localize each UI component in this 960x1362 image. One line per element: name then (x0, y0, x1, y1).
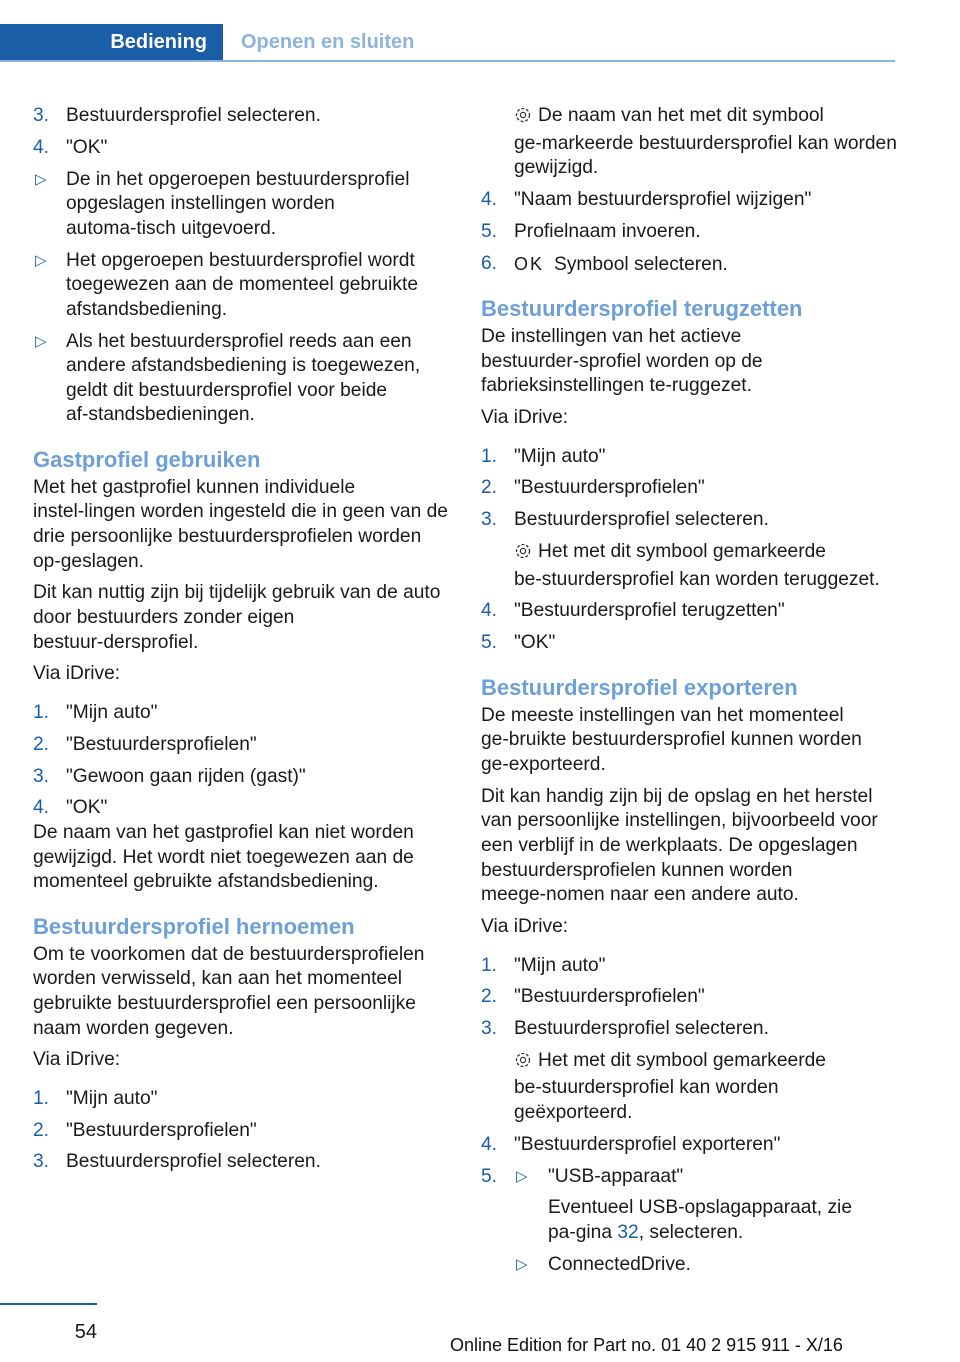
step-number: 3. (33, 1151, 50, 1173)
step-number: 2. (481, 477, 498, 499)
list-item (481, 954, 897, 979)
step-number: 4. (481, 1133, 498, 1155)
header-tabbar (0, 24, 895, 62)
right-column (481, 104, 897, 1285)
step-number: 3. (481, 509, 498, 531)
step-text: Bestuurdersprofiel selecteren. (514, 1018, 769, 1040)
step-text: "Naam bestuurdersprofiel wijzigen" (514, 188, 812, 210)
page-number: 54 (74, 1321, 97, 1343)
list-item (481, 631, 897, 656)
step-text: Bestuurdersprofiel selecteren. (514, 509, 769, 531)
tab-openen-en-sluiten: Openen en sluiten (241, 31, 415, 53)
paragraph: Dit kan handig zijn bij de opslag en het herstel van persoonlijke instellingen, bijvoorbeeld voor een verblijf in de werkplaats. De opgeslagen bestuurdersprofielen kunnen worden meege‑nomen naar een andere auto. (481, 785, 878, 906)
bullet-text: Het opgeroepen bestuurdersprofiel wordt toegewezen aan de momenteel gebruikte afstandsbediening. (66, 249, 419, 320)
note-text: Eventueel USB-opslagapparaat, zie pa‑gina (548, 1197, 852, 1243)
step-text: "Mijn auto" (514, 954, 606, 976)
list-item (481, 1165, 897, 1278)
step-text: "Bestuurdersprofielen" (66, 1119, 257, 1141)
step-text: "Bestuurdersprofielen" (514, 477, 705, 499)
step-text: "Bestuurdersprofiel terugzetten" (514, 600, 785, 622)
step-text: Bestuurdersprofiel selecteren. (66, 105, 321, 126)
note-text: Het met dit symbool gemarkeerde be‑stuurdersprofiel kan worden geëxporteerd. (514, 1049, 826, 1124)
step-text: "Mijn auto" (66, 702, 158, 723)
step-text: Bestuurdersprofiel selecteren. (66, 1151, 321, 1173)
bullet-item (33, 168, 449, 242)
step-text: "Mijn auto" (66, 1087, 158, 1109)
page-link[interactable]: 32 (617, 1221, 639, 1243)
bullet-item (514, 1253, 897, 1278)
paragraph: Om te voorkomen dat de bestuurdersprofielen worden verwisseld, kan aan het momenteel gebruikte bestuurdersprofiel een persoonlijke naam worden gegeven. (33, 943, 425, 1039)
icon-note (481, 540, 897, 592)
step-number: 3. (481, 1018, 498, 1040)
step-number: 4. (481, 600, 498, 622)
step-number: 1. (481, 954, 498, 976)
step-number: 3. (33, 765, 50, 787)
list-item (33, 765, 449, 790)
step-text: "Gewoon gaan rijden (gast)" (66, 765, 306, 787)
triangle-bullet-icon: ▷ (516, 1167, 528, 1185)
paragraph: De meeste instellingen van het momenteel ge‑bruikte bestuurdersprofiel kunnen worden ge‑exporteerd. (481, 704, 862, 775)
step-text: "Bestuurdersprofielen" (514, 986, 705, 1008)
list-item (33, 701, 449, 726)
bullet-text: De in het opgeroepen bestuurdersprofiel opgeslagen instellingen worden automa‑tisch uitgevoerd. (66, 168, 410, 239)
list-item (33, 796, 449, 821)
step-number: 2. (33, 733, 50, 755)
bullet-item (514, 1165, 897, 1190)
note-text: De naam van het met dit symbool ge‑markeerde bestuurdersprofiel kan worden gewijzigd. (514, 105, 897, 179)
header-rule (0, 60, 895, 62)
list-item (481, 476, 897, 501)
step-number: 4. (33, 797, 50, 819)
step-number: 5. (481, 1165, 498, 1187)
icon-note (481, 1049, 897, 1126)
step-number: 1. (33, 1087, 50, 1109)
ok-symbol-icon: OK (514, 253, 545, 274)
list-item (481, 508, 897, 533)
gear-icon (514, 1051, 532, 1077)
step-text: "OK" (66, 797, 108, 819)
step-number: 4. (481, 188, 498, 210)
list-item (481, 1017, 897, 1042)
paragraph: De naam van het gastprofiel kan niet worden gewijzigd. Het wordt niet toegewezen aan de momenteel gebruikte afstandsbediening. (33, 821, 414, 893)
list-item (481, 599, 897, 624)
section-heading-exporteren: Bestuurdersprofiel exporteren (481, 674, 798, 700)
via-label: Via iDrive: (33, 1049, 121, 1071)
list-item (33, 1087, 449, 1112)
step-number: 6. (481, 252, 498, 274)
page-number-rule (0, 1303, 97, 1305)
section-heading-hernoemen: Bestuurdersprofiel hernoemen (33, 913, 355, 939)
list-item (481, 220, 897, 245)
step-number: 1. (481, 445, 498, 467)
triangle-bullet-icon: ▷ (35, 332, 47, 350)
step-text: "OK" (66, 136, 108, 158)
step-number: 1. (33, 702, 50, 723)
triangle-bullet-icon: ▷ (35, 251, 47, 269)
list-item (481, 188, 897, 213)
list-item (481, 985, 897, 1010)
step-text: "OK" (514, 632, 556, 654)
via-label: Via iDrive: (33, 663, 121, 685)
list-item (33, 733, 449, 758)
edition-footer: Online Edition for Part no. 01 40 2 915 911 - X/16 (450, 1335, 843, 1355)
left-column (33, 104, 449, 1182)
list-item (481, 445, 897, 470)
step-number: 5. (481, 632, 498, 654)
paragraph: De instellingen van het actieve bestuurder‑sprofiel worden op de fabrieksinstellingen te‑ruggezet. (481, 326, 763, 397)
note-text: , selecteren. (638, 1221, 744, 1243)
gear-icon (514, 106, 532, 132)
step-number: 4. (33, 136, 50, 158)
step-number: 2. (33, 1119, 50, 1141)
step-text: "Bestuurdersprofielen" (66, 733, 257, 755)
bullet-item (33, 249, 449, 323)
triangle-bullet-icon: ▷ (516, 1255, 528, 1273)
triangle-bullet-icon: ▷ (35, 170, 47, 188)
list-item (33, 136, 449, 161)
list-item (33, 104, 449, 129)
list-item (481, 252, 897, 278)
step-text: "Bestuurdersprofiel exporteren" (514, 1133, 781, 1155)
bullet-note (514, 1196, 897, 1245)
tab-bediening: Bediening (0, 24, 223, 60)
bullet-text: Als het bestuurdersprofiel reeds aan een andere afstandsbediening is toegewezen, geldt dit bestuurdersprofiel voor beide af‑standsbedieningen. (66, 330, 421, 426)
bullet-text: "USB-apparaat" (548, 1165, 684, 1187)
gear-icon (514, 542, 532, 568)
section-heading-gastprofiel: Gastprofiel gebruiken (33, 446, 261, 472)
step-text: Symbool selecteren. (554, 253, 728, 275)
bullet-item (33, 330, 449, 428)
paragraph: Met het gastprofiel kunnen individuele instel‑lingen worden ingesteld die in geen van de drie persoonlijke bestuurdersprofielen worden op‑geslagen. (33, 476, 448, 572)
step-number: 2. (481, 986, 498, 1008)
list-item (33, 1150, 449, 1175)
step-text: Profielnaam invoeren. (514, 220, 701, 242)
note-text: Het met dit symbool gemarkeerde be‑stuurdersprofiel kan worden teruggezet. (514, 541, 880, 590)
step-text: "Mijn auto" (514, 445, 606, 467)
bullet-text: ConnectedDrive. (548, 1253, 691, 1275)
paragraph: Dit kan nuttig zijn bij tijdelijk gebruik van de auto door bestuurders zonder eigen bestuur‑dersprofiel. (33, 582, 441, 653)
step-number: 5. (481, 220, 498, 242)
step-number: 3. (33, 105, 50, 126)
icon-note (481, 104, 897, 181)
section-heading-terugzetten: Bestuurdersprofiel terugzetten (481, 296, 803, 322)
via-label: Via iDrive: (481, 407, 569, 429)
via-label: Via iDrive: (481, 915, 569, 937)
list-item (481, 1133, 897, 1158)
list-item (33, 1119, 449, 1144)
